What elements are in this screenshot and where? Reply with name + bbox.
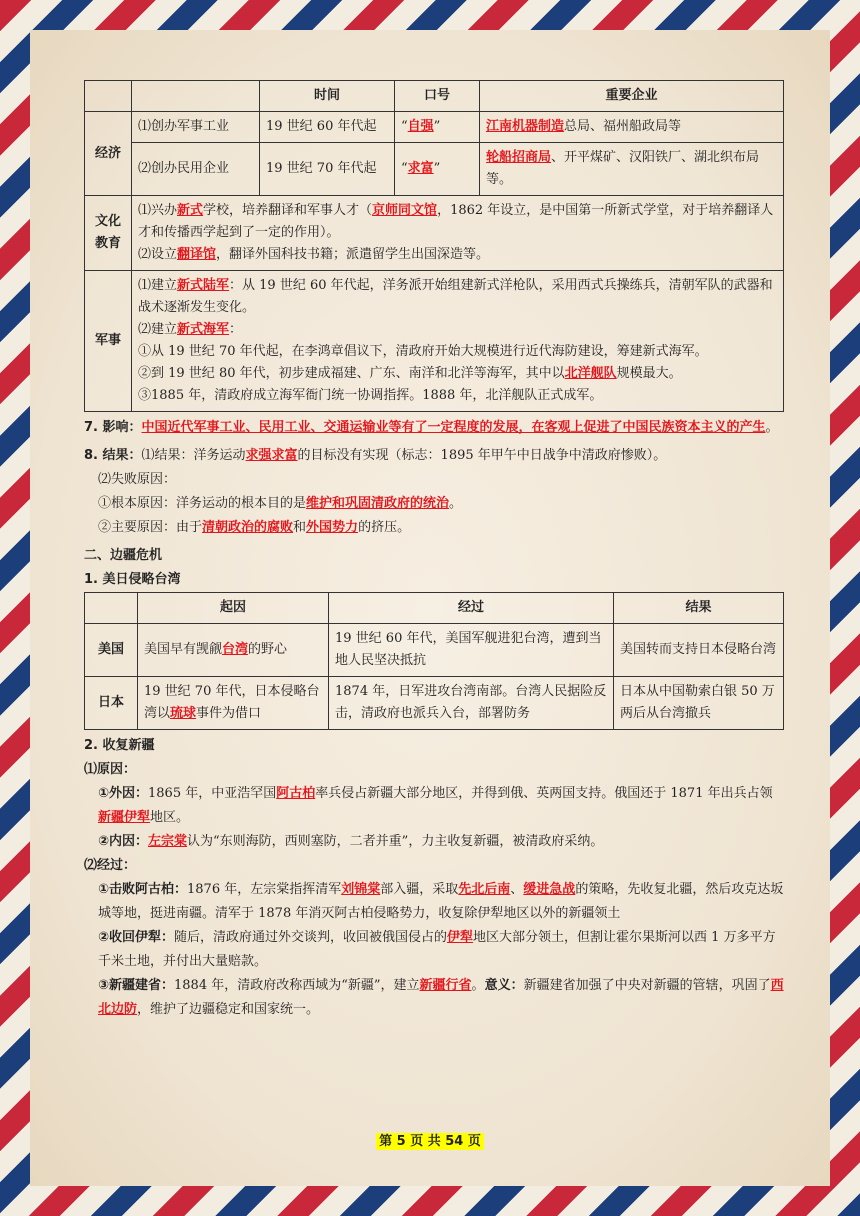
process-3: ③新疆建省：1884 年，清政府改称西域为“新疆”，建立新疆行省。意义：新疆建省加强了中央对新疆的管辖，巩固了西北边防，维护了边疆稳定和国家统一。 [98,978,784,1017]
table-cell: “自强” [395,112,480,143]
table-header [85,593,138,624]
table-header: 时间 [260,81,395,112]
xinjiang-process-heading: ⑵经过： [84,858,137,873]
table-cell: ⑴创办军事工业 [132,112,260,143]
page-footer [0,1130,860,1149]
table-header: 结果 [614,593,784,624]
table-header: 重要企业 [480,81,784,112]
row-label-us: 美国 [85,624,138,677]
table-cell: ⑴兴办新式学校，培养翻译和军事人才（京师同文馆，1862 年设立，是中国第一所新式学堂，对于培养翻译人才和传播西学起到了一定的作用）。 ⑵设立翻译馆，翻译外国科技书籍；派遣留学生出国深造等。 [132,196,784,271]
table-cell: 美国早有觊觎台湾的野心 [138,624,329,677]
table-cell: 美国转而支持日本侵略台湾 [614,624,784,677]
row-label-culture: 文化教育 [85,196,132,271]
table-cell: 江南机器制造总局、福州船政局等 [480,112,784,143]
heading-frontier-crisis: 二、边疆危机 [84,548,163,563]
yangwu-table [84,80,784,412]
table-header [132,81,260,112]
process-2: ②收回伊犁：随后，清政府通过外交谈判，收回被俄国侵占的伊犁地区大部分领土，但割让霍尔果斯河以西 1 万多平方千米土地，并付出大量赔款。 [98,930,776,969]
table-cell: 1874 年，日军进攻台湾南部。台湾人民据险反击，清政府也派兵入台，部署防务 [329,677,614,730]
heading-xinjiang: 2. 收复新疆 [84,738,155,753]
table-cell: ⑴建立新式陆军：从 19 世纪 60 年代起，洋务派开始组建新式洋枪队，采用西式兵操练兵，清朝军队的武器和战术逐渐发生变化。 ⑵建立新式海军： ①从 19 世纪 70 年代起，在李鸿章倡议下，清政府开始大规模进行近代海防建设，筹建新式海军。 ②到 19 世纪 80 年代，初步建成福建、广东、南洋和北洋等海军，其中以北洋舰队规模最大。 ③1885 年，清政府成立海军衙门统一协调指挥。1888 年，北洋舰队正式成军。 [132,271,784,412]
table-cell: 19 世纪 60 年代起 [260,112,395,143]
section-8: 8. 结果：⑴结果：洋务运动求强求富的目标没有实现（标志：1895 年甲午中日战争中清政府惨败）。 [84,448,667,463]
xinjiang-cause-heading: ⑴原因： [84,762,137,777]
table-cell: 19 世纪 70 年代，日本侵略台湾以琉球事件为借口 [138,677,329,730]
external-cause: ①外因：1865 年，中亚浩罕国阿古柏率兵侵占新疆大部分地区，并得到俄、英两国支持。俄国还于 1871 年出兵占领新疆伊犁地区。 [98,786,773,825]
table-cell: ⑵创办民用企业 [132,143,260,196]
row-label-military: 军事 [85,271,132,412]
table-cell: “求富” [395,143,480,196]
table-header: 经过 [329,593,614,624]
process-1: ①击败阿古柏：1876 年，左宗棠指挥清军刘锦棠部入疆，采取先北后南、缓进急战的策略，先收复北疆，然后攻克达坂城等地，挺进南疆。清军于 1878 年消灭阿古柏侵略势力，收复除伊犁地区以外的新疆领土 [98,882,784,921]
fail-reason-heading: ⑵失败原因： [98,472,177,487]
page-content [84,80,784,1022]
page-number: 第 5 页 共 54 页 [376,1133,484,1150]
row-label-economy: 经济 [85,112,132,196]
main-reason: ②主要原因：由于清朝政治的腐败和外国势力的挤压。 [98,520,411,535]
row-label-japan: 日本 [85,677,138,730]
section-7: 7. 影响：中国近代军事工业、民用工业、交通运输业等有了一定程度的发展，在客观上促进了中国民族资本主义的产生。 [84,420,779,435]
table-cell: 19 世纪 70 年代起 [260,143,395,196]
root-reason: ①根本原因：洋务运动的根本目的是维护和巩固清政府的统治。 [98,496,463,511]
table-cell: 日本从中国勒索白银 50 万两后从台湾撤兵 [614,677,784,730]
table-header: 口号 [395,81,480,112]
taiwan-table [84,592,784,730]
internal-cause: ②内因：左宗棠认为“东则海防，西则塞防，二者并重”，力主收复新疆，被清政府采纳。 [98,834,604,849]
table-header: 起因 [138,593,329,624]
table-header [85,81,132,112]
heading-taiwan: 1. 美日侵略台湾 [84,572,181,587]
table-cell: 19 世纪 60 年代，美国军舰进犯台湾，遭到当地人民坚决抵抗 [329,624,614,677]
table-cell: 轮船招商局、开平煤矿、汉阳铁厂、湖北织布局等。 [480,143,784,196]
